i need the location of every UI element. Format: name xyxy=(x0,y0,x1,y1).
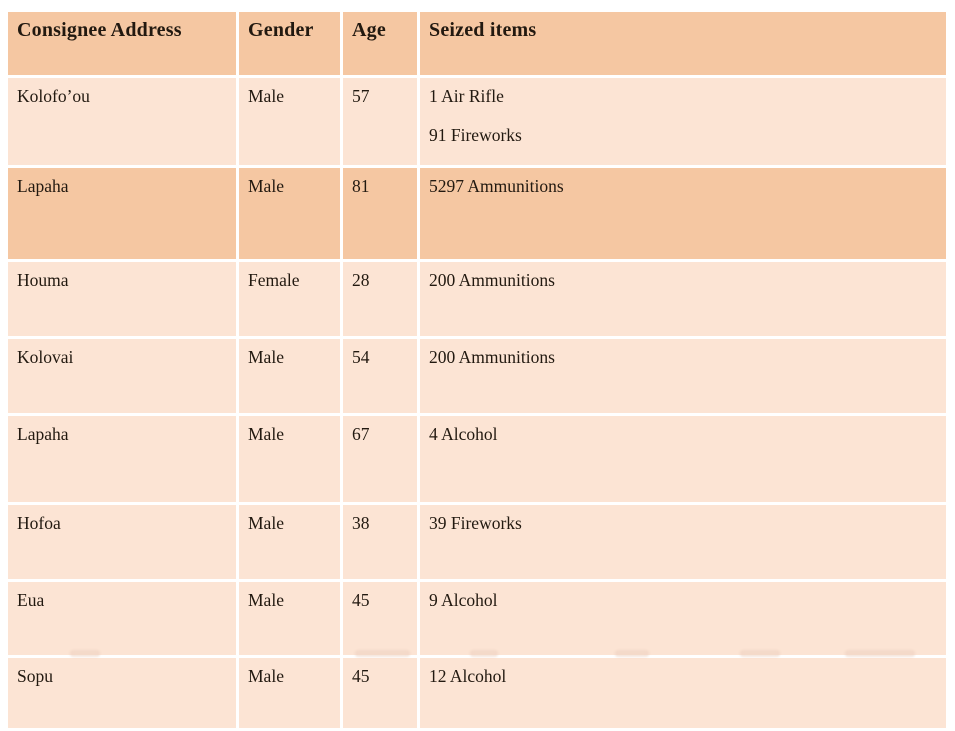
cell-gender: Male xyxy=(239,505,340,579)
cell-age: 57 xyxy=(343,78,417,165)
cropped-next-line-artifact xyxy=(0,648,955,658)
cell-gender: Male xyxy=(239,416,340,502)
cell-consignee-address: Houma xyxy=(8,262,236,336)
table-row xyxy=(8,168,946,259)
seized-item-line: 4 Alcohol xyxy=(429,424,498,444)
seized-item-line: 91 Fireworks xyxy=(429,125,522,145)
table-row xyxy=(8,416,946,502)
cell-age: 45 xyxy=(343,658,417,728)
cell-seized-items xyxy=(420,339,946,413)
cell-consignee-address: Kolovai xyxy=(8,339,236,413)
text-fragment-artifact xyxy=(845,650,915,657)
cell-consignee-address: Sopu xyxy=(8,658,236,728)
header-seized-items: Seized items xyxy=(420,12,946,75)
cell-gender: Male xyxy=(239,658,340,728)
cell-seized-items xyxy=(420,78,946,165)
seized-item-line: 200 Ammunitions xyxy=(429,270,555,290)
cell-consignee-address: Kolofo’ou xyxy=(8,78,236,165)
table-row xyxy=(8,505,946,579)
cell-age: 28 xyxy=(343,262,417,336)
cell-consignee-address: Lapaha xyxy=(8,168,236,259)
text-fragment-artifact xyxy=(470,650,498,657)
table-row xyxy=(8,262,946,336)
seized-item-line: 39 Fireworks xyxy=(429,513,522,533)
cell-seized-items xyxy=(420,262,946,336)
cell-seized-items xyxy=(420,582,946,655)
table-row xyxy=(8,78,946,165)
cell-seized-items xyxy=(420,416,946,502)
cell-age: 67 xyxy=(343,416,417,502)
header-consignee-address: Consignee Address xyxy=(8,12,236,75)
cell-gender: Male xyxy=(239,582,340,655)
text-fragment-artifact xyxy=(615,650,649,657)
cell-seized-items xyxy=(420,658,946,728)
cell-age: 38 xyxy=(343,505,417,579)
table-row xyxy=(8,582,946,655)
cell-gender: Female xyxy=(239,262,340,336)
cell-gender: Male xyxy=(239,168,340,259)
text-fragment-artifact xyxy=(740,650,780,657)
header-age: Age xyxy=(343,12,417,75)
seized-item-line: 1 Air Rifle xyxy=(429,86,504,106)
cell-seized-items xyxy=(420,168,946,259)
text-fragment-artifact xyxy=(70,650,100,657)
cell-gender: Male xyxy=(239,78,340,165)
seized-item-line: 12 Alcohol xyxy=(429,666,507,686)
cell-age: 81 xyxy=(343,168,417,259)
table-row xyxy=(8,339,946,413)
cell-consignee-address: Hofoa xyxy=(8,505,236,579)
seized-item-line: 200 Ammunitions xyxy=(429,347,555,367)
header-gender: Gender xyxy=(239,12,340,75)
seized-item-line: 9 Alcohol xyxy=(429,590,498,610)
table-row xyxy=(8,658,946,728)
cell-consignee-address: Lapaha xyxy=(8,416,236,502)
cell-consignee-address: Eua xyxy=(8,582,236,655)
cell-seized-items xyxy=(420,505,946,579)
text-fragment-artifact xyxy=(355,650,410,657)
cell-age: 45 xyxy=(343,582,417,655)
cell-gender: Male xyxy=(239,339,340,413)
cell-age: 54 xyxy=(343,339,417,413)
seized-item-line: 5297 Ammunitions xyxy=(429,176,564,196)
seized-items-table xyxy=(5,9,949,731)
table-header-row xyxy=(8,12,946,75)
